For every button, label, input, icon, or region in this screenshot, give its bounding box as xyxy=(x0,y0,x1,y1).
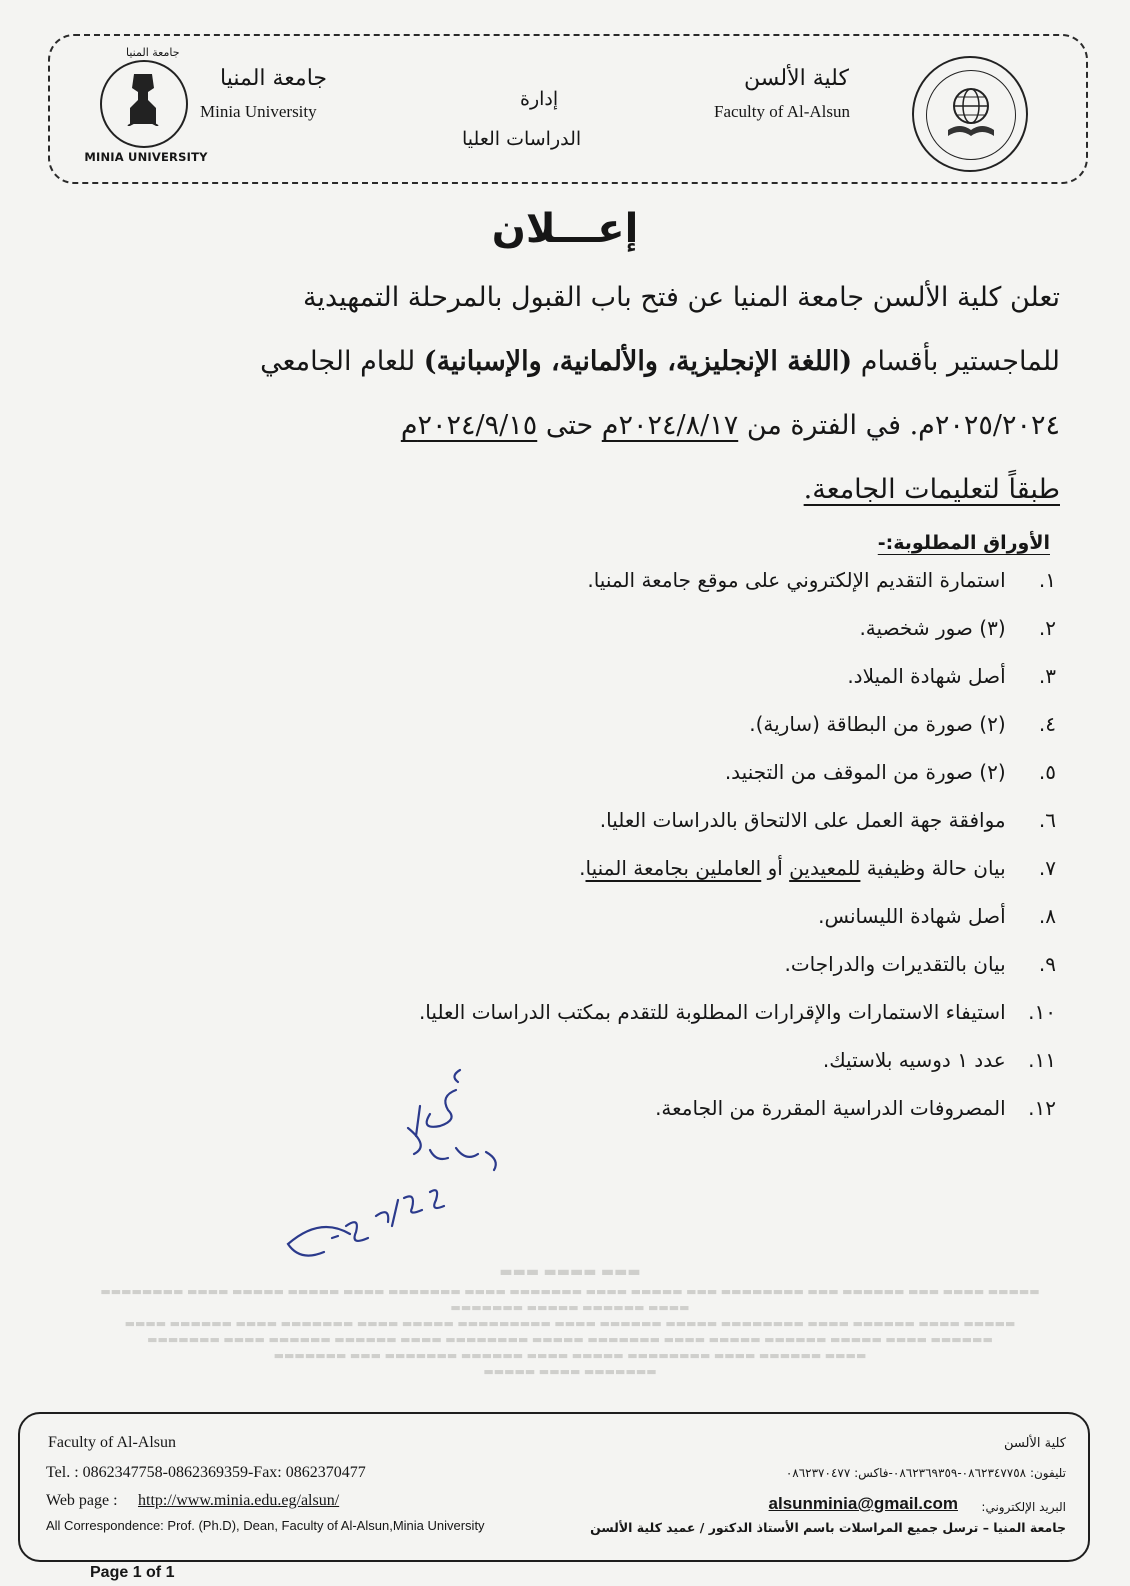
footer-correspondence-ar: جامعة المنيا – ترسل جميع المراسلات باسم الأستاذ الدكتور / عميد كلية الألسن xyxy=(590,1520,1066,1535)
handwritten-signature xyxy=(280,1066,520,1276)
announcement-text: للعام الجامعي xyxy=(260,346,416,377)
item-text: (٢) صورة من البطاقة (سارية). xyxy=(749,712,1006,736)
item-text: بيان حالة وظيفية xyxy=(866,856,1006,880)
footer-phone-ar: تليفون: ٠٨٦٢٣٤٧٧٥٨-٠٨٦٢٣٦٩٣٥٩-فاكس: ٠٨٦٢٣٧٠٤٧٧ xyxy=(785,1466,1066,1480)
list-item xyxy=(859,616,1056,640)
list-item xyxy=(655,1096,1056,1120)
announcement-line-1 xyxy=(72,282,1060,313)
end-date: ٢٠٢٤/٩/١٥م xyxy=(400,410,538,441)
item-number: ٢. xyxy=(1038,616,1056,640)
administration-label: إدارة xyxy=(520,88,559,110)
announcement-title: إعـــلان xyxy=(491,206,639,252)
item-number: ٥. xyxy=(1038,760,1056,784)
item-text: استيفاء الاستمارات والإقرارات المطلوبة للتقدم بمكتب الدراسات العليا. xyxy=(418,1000,1006,1024)
announcement-line-2 xyxy=(72,346,1060,377)
graduate-studies-label: الدراسات العليا xyxy=(462,128,582,150)
list-item xyxy=(600,808,1056,832)
footer-faculty-en: Faculty of Al-Alsun xyxy=(48,1434,176,1451)
item-text: أصل شهادة الليسانس. xyxy=(818,904,1006,928)
item-number: ٧. xyxy=(1038,856,1056,880)
start-date: ٢٠٢٤/٨/١٧م xyxy=(601,410,739,441)
requirements-heading: الأوراق المطلوبة:- xyxy=(877,532,1050,554)
item-text: (٢) صورة من الموقف من التجنيد. xyxy=(724,760,1006,784)
university-name-ar: جامعة المنيا xyxy=(220,66,328,91)
footer-web-label: Web page : xyxy=(46,1492,118,1509)
list-item xyxy=(818,904,1056,928)
announcement-text: تعلن كلية الألسن جامعة المنيا عن فتح باب القبول بالمرحلة التمهيدية xyxy=(302,282,1060,313)
globe-book-icon xyxy=(940,82,1002,144)
faculty-name-en: Faculty of Al-Alsun xyxy=(714,102,850,121)
announcement-line-4 xyxy=(72,474,1060,505)
announcement-line-3 xyxy=(72,410,1060,441)
list-item xyxy=(823,1048,1056,1072)
item-text: . xyxy=(579,856,586,880)
list-item xyxy=(784,952,1056,976)
item-number: ١. xyxy=(1038,568,1056,592)
footer-phone-en: Tel. : 0862347758-0862369359-Fax: 0862370477 xyxy=(46,1464,366,1481)
item-number: ٤. xyxy=(1038,712,1056,736)
departments-list: (اللغة الإنجليزية، والألمانية، والإسبانية) xyxy=(423,346,853,377)
item-text: موافقة جهة العمل على الالتحاق بالدراسات العليا. xyxy=(599,808,1006,832)
item-number: ١٢. xyxy=(1028,1096,1056,1120)
footer-email-label: البريد الإلكتروني: xyxy=(981,1500,1066,1514)
page-number: Page 1 of 1 xyxy=(90,1564,175,1581)
item-text: عدد ١ دوسيه بلاستيك. xyxy=(822,1048,1006,1072)
item-number: ١١. xyxy=(1028,1048,1056,1072)
seal-caption: MINIA UNIVERSITY xyxy=(84,150,208,164)
item-number: ١٠. xyxy=(1028,1000,1056,1024)
list-item xyxy=(725,760,1056,784)
announcement-text: طبقاً لتعليمات الجامعة. xyxy=(803,474,1060,505)
footer-faculty-ar: كلية الألسن xyxy=(1004,1436,1066,1451)
item-text: (٣) صور شخصية. xyxy=(859,616,1006,640)
footer-web-link[interactable]: http://www.minia.edu.eg/alsun/ xyxy=(138,1492,340,1509)
item-number: ٩. xyxy=(1038,952,1056,976)
item-text: استمارة التقديم الإلكتروني على موقع جامعة المنيا. xyxy=(587,568,1006,592)
nefertiti-bust-icon xyxy=(126,70,160,126)
item-number: ٦. xyxy=(1038,808,1056,832)
list-item xyxy=(579,856,1056,880)
list-item xyxy=(847,664,1056,688)
seal-arc-text: جامعة المنيا xyxy=(126,46,180,59)
item-text: أصل شهادة الميلاد. xyxy=(847,664,1006,688)
footer-email-link[interactable]: alsunminia@gmail.com xyxy=(768,1494,958,1513)
faculty-seal xyxy=(912,56,1028,172)
footer-correspondence-en: All Correspondence: Prof. (Ph.D), Dean, Faculty of Al-Alsun,Minia University xyxy=(46,1518,485,1533)
list-item xyxy=(749,712,1056,736)
university-name-en: Minia University xyxy=(200,102,317,121)
item-number: ٨. xyxy=(1038,904,1056,928)
item-text: للمعيدين xyxy=(789,856,861,880)
item-text: المصروفات الدراسية المقررة من الجامعة. xyxy=(655,1096,1006,1120)
item-text: العاملين بجامعة المنيا xyxy=(585,856,762,880)
announcement-text: حتى xyxy=(545,410,594,441)
list-item xyxy=(419,1000,1056,1024)
announcement-text: للماجستير بأقسام xyxy=(860,346,1060,377)
item-text: أو xyxy=(767,856,783,880)
list-item xyxy=(587,568,1056,592)
item-text: بيان بالتقديرات والدراجات. xyxy=(784,952,1006,976)
letter-footer xyxy=(18,1412,1090,1562)
announcement-text: ٢٠٢٥/٢٠٢٤م. في الفترة من xyxy=(746,410,1060,441)
faded-watermark: ▬▬▬ ▬▬▬▬ ▬▬▬ ▬▬▬▬▬ ▬▬▬▬ ▬▬▬ ▬▬▬▬▬▬ ▬▬▬ ▬▬▬▬▬▬▬▬ ▬▬▬ ▬▬▬▬▬ ▬▬▬▬ ▬▬▬▬▬▬▬ ▬▬▬▬ ▬▬▬▬▬▬▬ ▬▬▬▬ ▬▬▬▬▬ ▬▬▬▬▬ ▬▬▬▬ ▬▬▬▬▬▬▬▬ ▬▬▬▬ ▬▬▬▬▬▬ ▬▬▬▬▬ ▬▬▬▬▬▬▬ ▬▬▬▬▬ ▬▬▬▬ ▬▬▬▬▬▬ ▬▬▬▬ ▬▬▬▬▬▬▬▬ ▬▬▬▬▬ ▬▬▬▬▬▬ ▬▬▬▬ ▬▬▬▬▬▬▬▬▬ ▬▬▬▬▬ ▬▬▬▬ ▬▬▬▬▬▬▬ ▬▬▬▬ ▬▬▬▬▬▬ ▬▬▬▬ ▬▬▬▬▬▬ ▬▬▬▬ ▬▬▬▬▬ ▬▬▬▬▬▬ ▬▬▬▬▬ ▬▬▬▬ ▬▬▬▬▬▬▬ ▬▬▬▬▬ ▬▬▬▬▬▬▬▬ ▬▬▬▬ ▬▬▬▬▬▬ ▬▬▬▬▬▬ ▬▬▬▬ ▬▬▬▬▬▬▬ ▬▬▬▬ ▬▬▬▬▬▬ ▬▬▬▬ ▬▬▬▬▬▬▬▬ ▬▬▬▬▬ ▬▬▬▬ ▬▬▬▬▬▬ ▬▬▬▬▬▬▬ ▬▬▬ ▬▬▬▬▬▬▬ ▬▬▬▬▬▬▬ ▬▬▬▬ ▬▬▬▬▬ xyxy=(100,1264,1040,1378)
item-number: ٣. xyxy=(1038,664,1056,688)
faculty-name-ar: كلية الألسن xyxy=(744,66,849,91)
letterhead xyxy=(48,34,1088,184)
minia-university-seal xyxy=(84,46,208,166)
